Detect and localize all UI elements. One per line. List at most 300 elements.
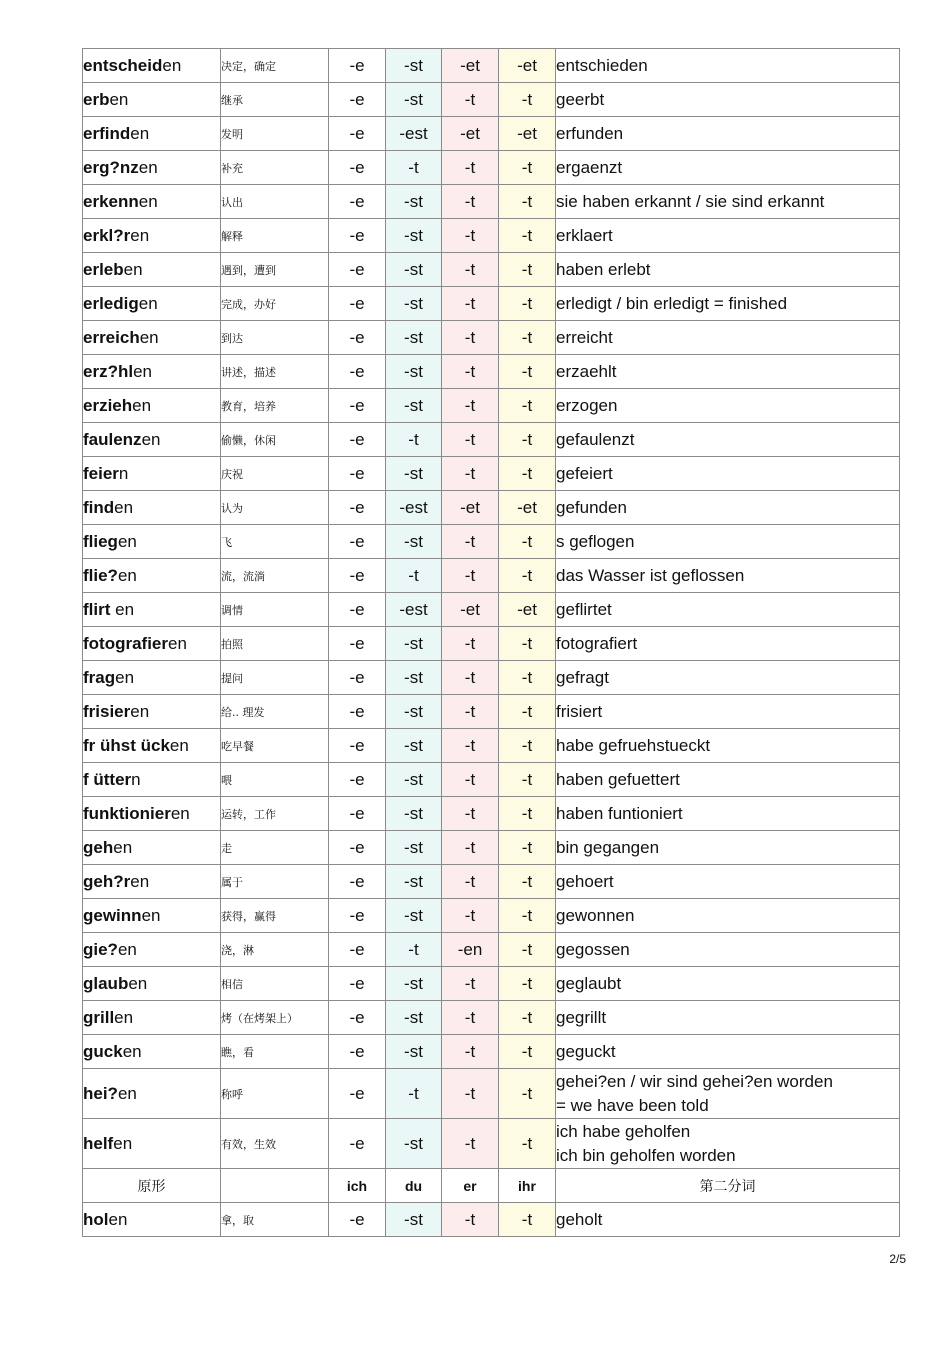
header-du: du <box>386 1169 442 1203</box>
table-row <box>83 457 900 491</box>
ihr-ending-cell: -et <box>499 49 556 83</box>
er-ending-cell: -t <box>442 661 499 695</box>
verb-infinitive-cell <box>83 389 221 423</box>
verb-infinitive-cell <box>83 899 221 933</box>
participle-line: erklaert <box>556 225 613 245</box>
ich-ending-cell: -e <box>329 219 386 253</box>
table-row <box>83 899 900 933</box>
chinese-meaning-cell: 认为 <box>221 491 329 525</box>
er-ending-cell: -t <box>442 525 499 559</box>
ich-ending-cell: -e <box>329 763 386 797</box>
participle-line: = we have been told <box>556 1095 709 1115</box>
participle-line: geglaubt <box>556 973 622 993</box>
table-row <box>83 933 900 967</box>
table-row <box>83 219 900 253</box>
chinese-meaning-cell: 提问 <box>221 661 329 695</box>
ihr-ending-cell: -t <box>499 797 556 831</box>
er-ending-cell: -t <box>442 1119 499 1169</box>
table-row <box>83 593 900 627</box>
ich-ending-cell: -e <box>329 967 386 1001</box>
participle-cell <box>556 423 900 457</box>
ihr-ending-cell: -t <box>499 355 556 389</box>
header-er: er <box>442 1169 499 1203</box>
table-row <box>83 559 900 593</box>
chinese-meaning-cell: 补充 <box>221 151 329 185</box>
verb-suffix: en <box>138 293 158 313</box>
ihr-ending-cell: -t <box>499 763 556 797</box>
du-ending-cell: -st <box>386 763 442 797</box>
verb-stem: erreich <box>83 327 140 347</box>
chinese-meaning-cell: 喂 <box>221 763 329 797</box>
ihr-ending-cell: -t <box>499 389 556 423</box>
verb-stem: f ütter <box>83 769 132 789</box>
participle-cell <box>556 151 900 185</box>
ich-ending-cell: -e <box>329 661 386 695</box>
table-row <box>83 355 900 389</box>
verb-suffix: en <box>132 395 152 415</box>
table-row <box>83 661 900 695</box>
verb-stem: flieg <box>83 531 118 551</box>
verb-infinitive-cell <box>83 185 221 219</box>
verb-suffix: en <box>168 633 187 653</box>
participle-line: s geflogen <box>556 531 635 551</box>
participle-cell <box>556 185 900 219</box>
participle-cell <box>556 1001 900 1035</box>
verb-infinitive-cell <box>83 797 221 831</box>
du-ending-cell: -st <box>386 1035 442 1069</box>
verb-suffix: en <box>141 905 161 925</box>
participle-cell <box>556 525 900 559</box>
er-ending-cell: -t <box>442 287 499 321</box>
chinese-meaning-cell: 完成，办好 <box>221 287 329 321</box>
verb-infinitive-cell <box>83 763 221 797</box>
verb-stem: hei? <box>83 1083 118 1103</box>
participle-line: gefragt <box>556 667 609 687</box>
participle-line: geholt <box>556 1209 603 1229</box>
du-ending-cell: -t <box>386 559 442 593</box>
verb-infinitive-cell <box>83 865 221 899</box>
chinese-meaning-cell: 遇到，遭到 <box>221 253 329 287</box>
participle-line: fotografiert <box>556 633 638 653</box>
participle-cell <box>556 559 900 593</box>
participle-cell <box>556 627 900 661</box>
er-ending-cell: -t <box>442 1203 499 1237</box>
participle-line: erzogen <box>556 395 618 415</box>
verb-suffix: en <box>117 939 137 959</box>
verb-stem: frisier <box>83 701 131 721</box>
er-ending-cell: -t <box>442 321 499 355</box>
er-ending-cell: -t <box>442 1001 499 1035</box>
er-ending-cell: -t <box>442 457 499 491</box>
table-row <box>83 389 900 423</box>
verb-stem: flie? <box>83 565 118 585</box>
verb-suffix: en <box>169 735 189 755</box>
ich-ending-cell: -e <box>329 355 386 389</box>
ihr-ending-cell: -t <box>499 729 556 763</box>
table-row <box>83 1119 900 1169</box>
du-ending-cell: -st <box>386 83 442 117</box>
table-row <box>83 695 900 729</box>
chinese-meaning-cell: 教育，培养 <box>221 389 329 423</box>
participle-line: gehoert <box>556 871 614 891</box>
ich-ending-cell: -e <box>329 899 386 933</box>
verb-stem: erkenn <box>83 191 139 211</box>
chinese-meaning-cell: 讲述，描述 <box>221 355 329 389</box>
chinese-meaning-cell: 吃早餐 <box>221 729 329 763</box>
verb-conjugation-table <box>82 48 900 1237</box>
ihr-ending-cell: -t <box>499 899 556 933</box>
participle-line: gefeiert <box>556 463 613 483</box>
ihr-ending-cell: -t <box>499 253 556 287</box>
verb-suffix: en <box>115 667 135 687</box>
du-ending-cell: -st <box>386 287 442 321</box>
er-ending-cell: -t <box>442 1069 499 1119</box>
verb-stem: flirt <box>83 599 111 619</box>
verb-stem: erfind <box>83 123 131 143</box>
participle-line: ich habe geholfen <box>556 1121 691 1141</box>
du-ending-cell: -st <box>386 1001 442 1035</box>
verb-infinitive-cell <box>83 1069 221 1119</box>
ich-ending-cell: -e <box>329 729 386 763</box>
ich-ending-cell: -e <box>329 49 386 83</box>
verb-infinitive-cell <box>83 219 221 253</box>
participle-line: ich bin geholfen worden <box>556 1145 736 1165</box>
du-ending-cell: -est <box>386 491 442 525</box>
verb-suffix: en <box>130 701 150 721</box>
verb-suffix: en <box>114 1007 134 1027</box>
verb-infinitive-cell <box>83 423 221 457</box>
du-ending-cell: -t <box>386 933 442 967</box>
ich-ending-cell: -e <box>329 389 386 423</box>
du-ending-cell: -st <box>386 525 442 559</box>
table-row <box>83 423 900 457</box>
verb-suffix: en <box>117 1083 137 1103</box>
chinese-meaning-cell: 解释 <box>221 219 329 253</box>
participle-cell <box>556 831 900 865</box>
ich-ending-cell: -e <box>329 797 386 831</box>
er-ending-cell: -t <box>442 219 499 253</box>
du-ending-cell: -st <box>386 831 442 865</box>
du-ending-cell: -st <box>386 457 442 491</box>
participle-cell <box>556 355 900 389</box>
participle-cell <box>556 1119 900 1169</box>
verb-infinitive-cell <box>83 117 221 151</box>
verb-infinitive-cell <box>83 967 221 1001</box>
du-ending-cell: -st <box>386 865 442 899</box>
du-ending-cell: -st <box>386 627 442 661</box>
verb-infinitive-cell <box>83 695 221 729</box>
header-infinitive: 原形 <box>83 1169 221 1203</box>
verb-infinitive-cell <box>83 661 221 695</box>
participle-line: erzaehlt <box>556 361 617 381</box>
ich-ending-cell: -e <box>329 423 386 457</box>
verb-stem: gewinn <box>83 905 142 925</box>
verb-suffix: en <box>108 1209 128 1229</box>
chinese-meaning-cell: 到达 <box>221 321 329 355</box>
verb-suffix: en <box>128 973 148 993</box>
verb-stem: helf <box>83 1133 114 1153</box>
er-ending-cell: -t <box>442 1035 499 1069</box>
chinese-meaning-cell: 发明 <box>221 117 329 151</box>
ihr-ending-cell: -t <box>499 423 556 457</box>
ich-ending-cell: -e <box>329 491 386 525</box>
ihr-ending-cell: -t <box>499 695 556 729</box>
chinese-meaning-cell: 调情 <box>221 593 329 627</box>
participle-cell <box>556 593 900 627</box>
participle-cell <box>556 321 900 355</box>
er-ending-cell: -t <box>442 423 499 457</box>
ihr-ending-cell: -t <box>499 457 556 491</box>
verb-infinitive-cell <box>83 525 221 559</box>
du-ending-cell: -st <box>386 1203 442 1237</box>
table-row <box>83 1069 900 1119</box>
table-row <box>83 797 900 831</box>
du-ending-cell: -st <box>386 321 442 355</box>
ich-ending-cell: -e <box>329 1069 386 1119</box>
participle-line: habe gefruehstueckt <box>556 735 711 755</box>
verb-stem: guck <box>83 1041 123 1061</box>
participle-line: erfunden <box>556 123 624 143</box>
participle-cell <box>556 729 900 763</box>
table-row <box>83 865 900 899</box>
er-ending-cell: -t <box>442 253 499 287</box>
participle-cell <box>556 219 900 253</box>
verb-stem: gie? <box>83 939 118 959</box>
du-ending-cell: -st <box>386 695 442 729</box>
verb-suffix: en <box>113 837 133 857</box>
du-ending-cell: -est <box>386 593 442 627</box>
ich-ending-cell: -e <box>329 831 386 865</box>
ihr-ending-cell: -et <box>499 593 556 627</box>
participle-cell <box>556 457 900 491</box>
verb-suffix: en <box>130 225 150 245</box>
du-ending-cell: -st <box>386 355 442 389</box>
ich-ending-cell: -e <box>329 83 386 117</box>
table-row <box>83 763 900 797</box>
er-ending-cell: -t <box>442 83 499 117</box>
participle-line: gefaulenzt <box>556 429 635 449</box>
verb-infinitive-cell <box>83 1119 221 1169</box>
verb-suffix: en <box>110 599 135 619</box>
er-ending-cell: -et <box>442 49 499 83</box>
verb-infinitive-cell <box>83 287 221 321</box>
er-ending-cell: -t <box>442 627 499 661</box>
verb-infinitive-cell <box>83 627 221 661</box>
ihr-ending-cell: -et <box>499 491 556 525</box>
er-ending-cell: -t <box>442 831 499 865</box>
verb-suffix: en <box>109 89 129 109</box>
ich-ending-cell: -e <box>329 287 386 321</box>
participle-line: geguckt <box>556 1041 616 1061</box>
participle-line: erreicht <box>556 327 613 347</box>
er-ending-cell: -et <box>442 117 499 151</box>
verb-infinitive-cell <box>83 491 221 525</box>
participle-line: gegossen <box>556 939 630 959</box>
ich-ending-cell: -e <box>329 253 386 287</box>
table-row <box>83 1203 900 1237</box>
chinese-meaning-cell: 有效，生效 <box>221 1119 329 1169</box>
chinese-meaning-cell: 运转，工作 <box>221 797 329 831</box>
participle-cell <box>556 287 900 321</box>
chinese-meaning-cell: 认出 <box>221 185 329 219</box>
participle-line: gefunden <box>556 497 627 517</box>
verb-infinitive-cell <box>83 49 221 83</box>
chinese-meaning-cell: 烤（在烤架上） <box>221 1001 329 1035</box>
participle-cell <box>556 83 900 117</box>
participle-cell <box>556 491 900 525</box>
chinese-meaning-cell: 称呼 <box>221 1069 329 1119</box>
participle-cell <box>556 253 900 287</box>
ihr-ending-cell: -t <box>499 933 556 967</box>
participle-line: erledigt / bin erledigt = finished <box>556 293 788 313</box>
participle-cell <box>556 763 900 797</box>
participle-line: das Wasser ist geflossen <box>556 565 745 585</box>
participle-cell <box>556 967 900 1001</box>
participle-cell <box>556 899 900 933</box>
verb-stem: grill <box>83 1007 115 1027</box>
du-ending-cell: -st <box>386 389 442 423</box>
verb-suffix: en <box>133 361 152 381</box>
ihr-ending-cell: -t <box>499 559 556 593</box>
ihr-ending-cell: -t <box>499 1203 556 1237</box>
er-ending-cell: -t <box>442 967 499 1001</box>
table-row <box>83 967 900 1001</box>
ihr-ending-cell: -et <box>499 117 556 151</box>
er-ending-cell: -et <box>442 491 499 525</box>
verb-infinitive-cell <box>83 1203 221 1237</box>
du-ending-cell: -st <box>386 49 442 83</box>
verb-suffix: en <box>123 259 143 279</box>
er-ending-cell: -t <box>442 797 499 831</box>
verb-suffix: en <box>141 429 161 449</box>
chinese-meaning-cell: 庆祝 <box>221 457 329 491</box>
verb-infinitive-cell <box>83 831 221 865</box>
ihr-ending-cell: -t <box>499 219 556 253</box>
verb-infinitive-cell <box>83 1035 221 1069</box>
verb-suffix: en <box>117 565 137 585</box>
verb-suffix: n <box>118 463 129 483</box>
chinese-meaning-cell: 拍照 <box>221 627 329 661</box>
verb-suffix: en <box>138 157 158 177</box>
ihr-ending-cell: -t <box>499 287 556 321</box>
ich-ending-cell: -e <box>329 457 386 491</box>
verb-suffix: en <box>130 123 150 143</box>
du-ending-cell: -st <box>386 185 442 219</box>
chinese-meaning-cell: 偷懒，休闲 <box>221 423 329 457</box>
verb-infinitive-cell <box>83 355 221 389</box>
ich-ending-cell: -e <box>329 117 386 151</box>
ihr-ending-cell: -t <box>499 1069 556 1119</box>
du-ending-cell: -st <box>386 967 442 1001</box>
participle-line: haben erlebt <box>556 259 651 279</box>
verb-suffix: en <box>138 191 158 211</box>
participle-line: geflirtet <box>556 599 612 619</box>
er-ending-cell: -t <box>442 763 499 797</box>
chinese-meaning-cell: 相信 <box>221 967 329 1001</box>
er-ending-cell: -t <box>442 729 499 763</box>
ich-ending-cell: -e <box>329 1203 386 1237</box>
ich-ending-cell: -e <box>329 525 386 559</box>
table-row <box>83 831 900 865</box>
verb-stem: erkl?r <box>83 225 131 245</box>
du-ending-cell: -st <box>386 899 442 933</box>
er-ending-cell: -t <box>442 865 499 899</box>
participle-line: gehei?en / wir sind gehei?en worden <box>556 1071 833 1091</box>
participle-line: geerbt <box>556 89 605 109</box>
table-row <box>83 151 900 185</box>
ihr-ending-cell: -t <box>499 1119 556 1169</box>
verb-stem: feier <box>83 463 119 483</box>
verb-suffix: n <box>131 769 141 789</box>
ich-ending-cell: -e <box>329 593 386 627</box>
du-ending-cell: -t <box>386 1069 442 1119</box>
verb-infinitive-cell <box>83 253 221 287</box>
du-ending-cell: -st <box>386 729 442 763</box>
ich-ending-cell: -e <box>329 151 386 185</box>
ich-ending-cell: -e <box>329 933 386 967</box>
table-row <box>83 117 900 151</box>
page-number: 2/5 <box>889 1252 906 1266</box>
chinese-meaning-cell: 给.. 理发 <box>221 695 329 729</box>
participle-cell <box>556 389 900 423</box>
table-row <box>83 1001 900 1035</box>
ich-ending-cell: -e <box>329 1119 386 1169</box>
chinese-meaning-cell: 瞧，看 <box>221 1035 329 1069</box>
du-ending-cell: -st <box>386 661 442 695</box>
participle-cell <box>556 1203 900 1237</box>
verb-stem: erz?hl <box>83 361 134 381</box>
verb-stem: geh <box>83 837 114 857</box>
ihr-ending-cell: -t <box>499 661 556 695</box>
verb-infinitive-cell <box>83 321 221 355</box>
chinese-meaning-cell: 流，流淌 <box>221 559 329 593</box>
table-row <box>83 627 900 661</box>
er-ending-cell: -t <box>442 355 499 389</box>
verb-suffix: en <box>170 803 190 823</box>
participle-cell <box>556 1069 900 1119</box>
participle-cell <box>556 933 900 967</box>
verb-suffix: en <box>122 1041 142 1061</box>
verb-infinitive-cell <box>83 1001 221 1035</box>
verb-infinitive-cell <box>83 83 221 117</box>
verb-infinitive-cell <box>83 593 221 627</box>
ich-ending-cell: -e <box>329 1001 386 1035</box>
header-meaning <box>221 1169 329 1203</box>
participle-cell <box>556 661 900 695</box>
verb-stem: erzieh <box>83 395 133 415</box>
table-row <box>83 1035 900 1069</box>
du-ending-cell: -st <box>386 797 442 831</box>
participle-line: haben funtioniert <box>556 803 683 823</box>
column-header-row <box>83 1169 900 1203</box>
ich-ending-cell: -e <box>329 865 386 899</box>
er-ending-cell: -t <box>442 185 499 219</box>
chinese-meaning-cell: 获得，赢得 <box>221 899 329 933</box>
table-row <box>83 287 900 321</box>
chinese-meaning-cell: 浇，淋 <box>221 933 329 967</box>
chinese-meaning-cell: 拿，取 <box>221 1203 329 1237</box>
verb-stem: find <box>83 497 115 517</box>
du-ending-cell: -st <box>386 1119 442 1169</box>
participle-line: gegrillt <box>556 1007 607 1027</box>
verb-infinitive-cell <box>83 729 221 763</box>
ihr-ending-cell: -t <box>499 321 556 355</box>
table-row <box>83 253 900 287</box>
table-row <box>83 49 900 83</box>
verb-stem: glaub <box>83 973 129 993</box>
verb-infinitive-cell <box>83 151 221 185</box>
table-row <box>83 525 900 559</box>
